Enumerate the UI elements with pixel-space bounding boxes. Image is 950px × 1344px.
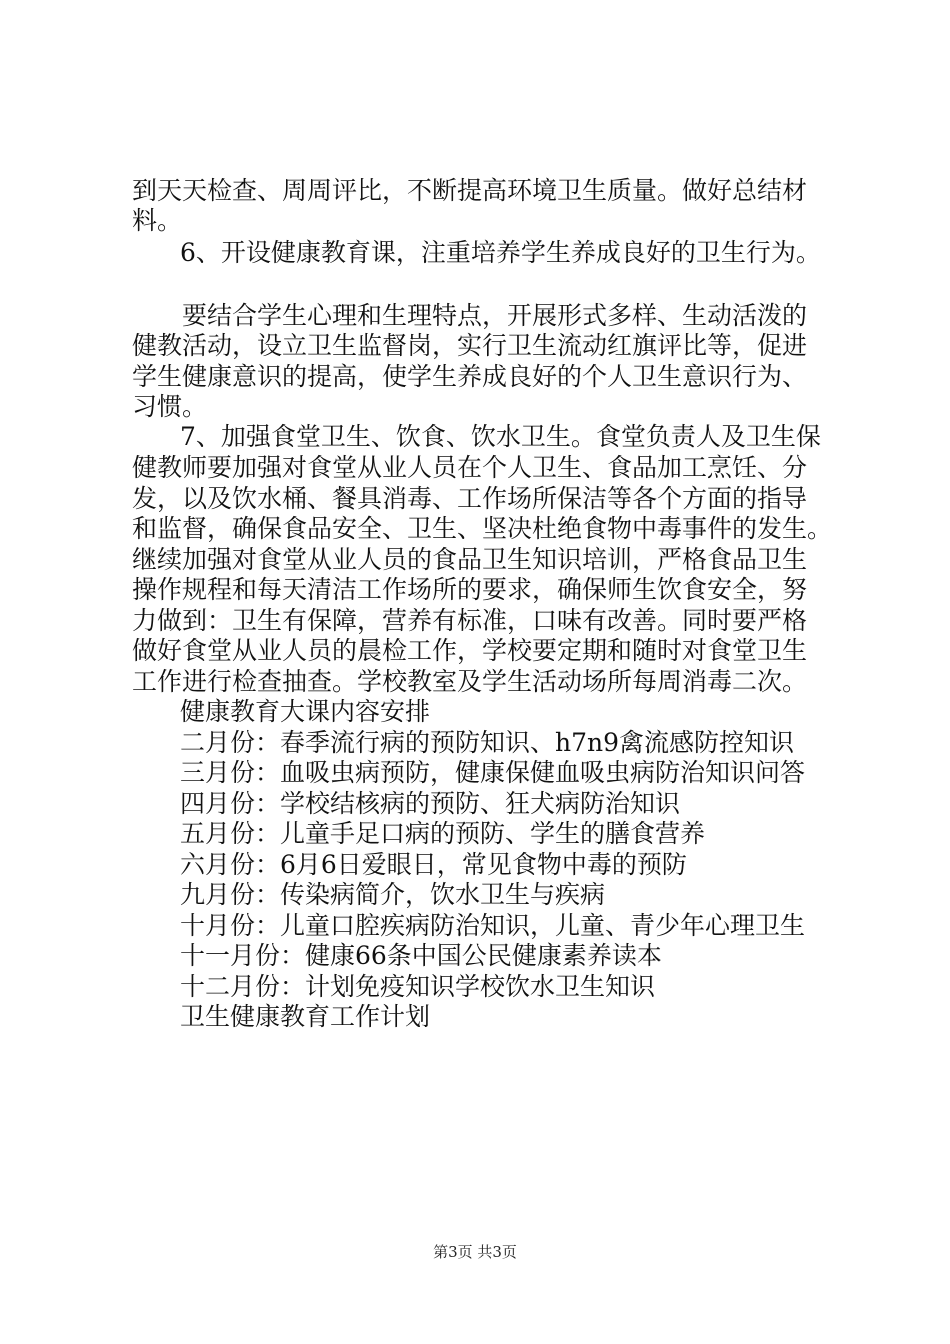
body-line-1: 到天天检查、周周评比，不断提高环境卫生质量。做好总结材	[132, 176, 808, 205]
body-line-5: 健教活动，设立卫生监督岗，实行卫生流动红旗评比等，促进	[132, 331, 808, 360]
schedule-item-oct: 十月份：儿童口腔疾病防治知识，儿童、青少年心理卫生	[180, 911, 806, 940]
body-line-16: 工作进行检查抽查。学校教室及学生活动场所每周消毒二次。	[132, 667, 808, 696]
body-line-11: 和监督，确保食品安全、卫生、坚决杜绝食物中毒事件的发生。	[132, 514, 833, 543]
body-line-13: 操作规程和每天清洁工作场所的要求，确保师生饮食安全，努	[132, 575, 808, 604]
body-line-12: 继续加强对食堂从业人员的食品卫生知识培训，严格食品卫生	[132, 545, 808, 574]
body-line-14: 力做到：卫生有保障，营养有标准，口味有改善。同时要严格	[132, 606, 808, 635]
schedule-item-nov: 十一月份：健康66条中国公民健康素养读本	[180, 941, 662, 970]
schedule-item-may: 五月份：儿童手足口病的预防、学生的膳食营养	[180, 819, 706, 848]
schedule-item-jun: 六月份：6月6日爱眼日，常见食物中毒的预防	[180, 850, 687, 879]
body-line-7: 习惯。	[132, 392, 208, 421]
schedule-heading: 健康教育大课内容安排	[180, 697, 431, 726]
body-line-10: 发，以及饮水桶、餐具消毒、工作场所保洁等各个方面的指导	[132, 484, 808, 513]
schedule-item-apr: 四月份：学校结核病的预防、狂犬病防治知识	[180, 789, 681, 818]
schedule-item-feb: 二月份：春季流行病的预防知识、h7n9禽流感防控知识	[180, 728, 795, 757]
page-number-footer: 第3页 共3页	[433, 1243, 517, 1261]
body-line-15: 做好食堂从业人员的晨检工作，学校要定期和随时对食堂卫生	[132, 636, 808, 665]
schedule-item-dec: 十二月份：计划免疫知识学校饮水卫生知识	[180, 972, 656, 1001]
closing-title: 卫生健康教育工作计划	[180, 1002, 431, 1031]
body-line-6: 学生健康意识的提高，使学生养成良好的个人卫生意识行为、	[132, 362, 808, 391]
schedule-item-mar: 三月份：血吸虫病预防，健康保健血吸虫病防治知识问答	[180, 758, 806, 787]
body-line-9: 健教师要加强对食堂从业人员在个人卫生、食品加工烹饪、分	[132, 453, 808, 482]
schedule-item-sep: 九月份：传染病简介，饮水卫生与疾病	[180, 880, 606, 909]
body-line-2: 料。	[132, 206, 183, 235]
body-line-4: 要结合学生心理和生理特点，开展形式多样、生动活泼的	[182, 301, 808, 330]
body-line-8: 7、加强食堂卫生、饮食、饮水卫生。食堂负责人及卫生保	[180, 422, 821, 451]
body-line-3: 6、开设健康教育课，注重培养学生养成良好的卫生行为。	[180, 238, 821, 267]
